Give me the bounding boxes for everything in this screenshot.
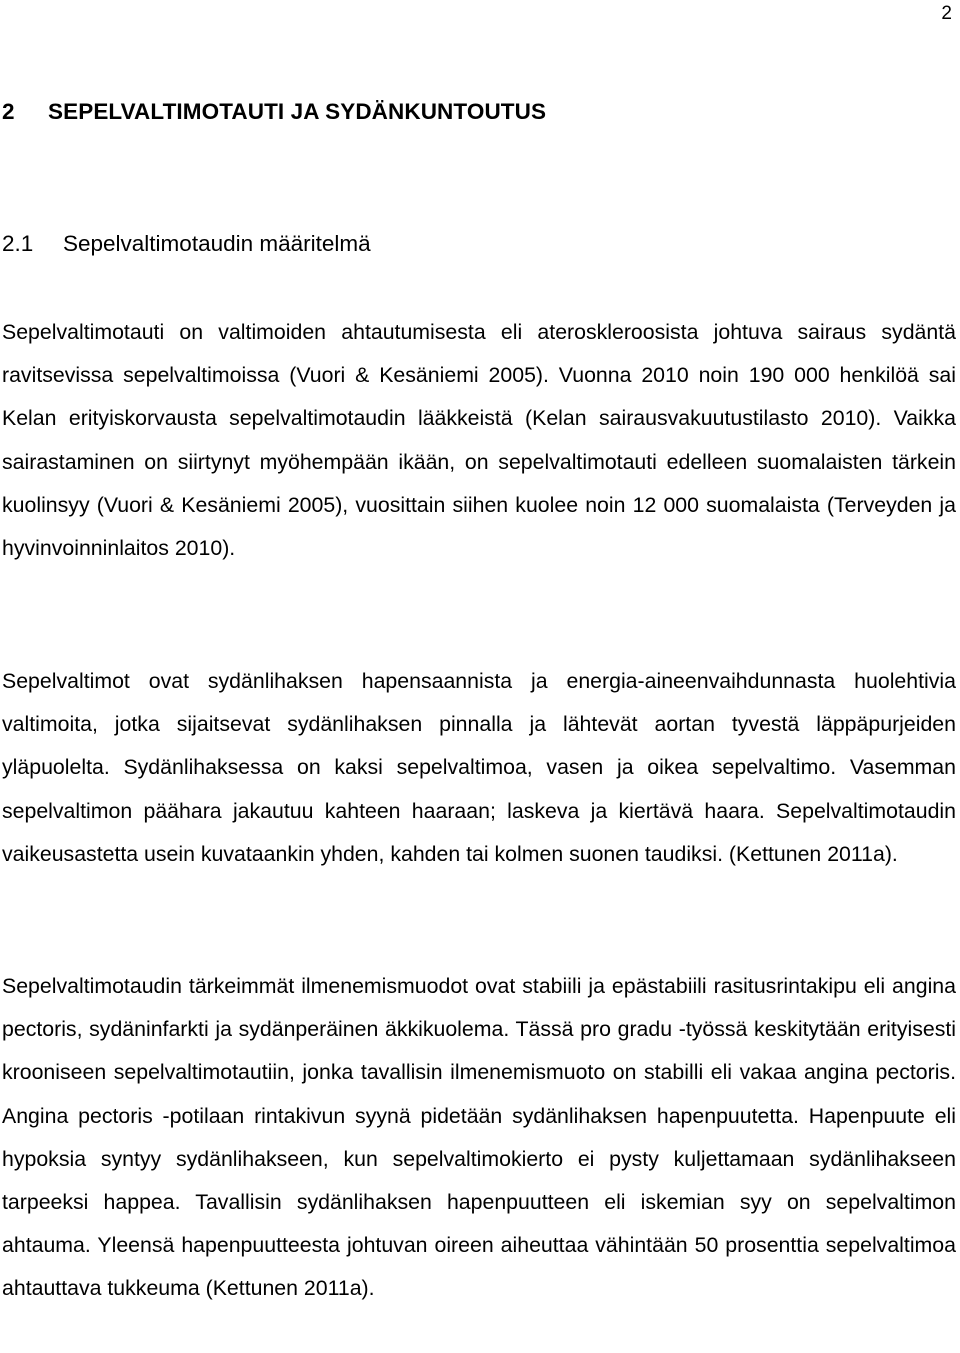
body-paragraph: Sepelvaltimotauti on valtimoiden ahtautumisesta eli ateroskleroosista johtuva sairaus sydäntä ravitsevissa sepelvaltimoissa (Vuori & Kesäniemi 2005). Vuonna 2010 noin 190 000 henkilöä sai Kelan erityiskorvausta sepelvaltimotaudin lääkkeistä (Kelan sairausvakuutustilasto 2010). Vaikka sairastaminen on siirtynyt myöhempään ikään, on sepelvaltimotauti edelleen suomalaisten tärkein kuolinsyy (Vuori & Kesäniemi 2005), vuosittain siihen kuolee noin 12 000 suomalaista (Terveyden ja hyvinvoinninlaitos 2010). [2, 320, 956, 561]
body-paragraph: Sepelvaltimotaudin tärkeimmät ilmenemismuodot ovat stabiili ja epästabiili rasitusrintakipu eli angina pectoris, sydäninfarkti ja sydänperäinen äkkikuolema. Tässä pro gradu -työssä keskitytään erityisesti krooniseen sepelvaltimotautiin, jonka tavallisin ilmenemismuoto on stabilli eli vakaa angina pectoris. Angina pectoris -potilaan rintakivun syynä pidetään sydänlihaksen hapenpuutetta. Hapenpuute eli hypoksia syntyy sydänlihakseen, kun sepelvaltimokierto ei pysty kuljettamaan sydänlihakseen tarpeeksi happea. Tavallisin sydänlihaksen hapenpuutteen eli iskemian syy on sepelvaltimon ahtauma. Yleensä hapenpuutteesta johtuvan oireen aiheuttaa vähintään 50 prosenttia sepelvaltimoa ahtauttava tukkeuma (Kettunen 2011a). [2, 974, 956, 1301]
section-number: 2.1 [2, 231, 34, 256]
chapter-heading [2, 98, 546, 126]
chapter-title: SEPELVALTIMOTAUTI JA SYDÄNKUNTOUTUS [48, 99, 547, 124]
section-heading [2, 230, 371, 258]
body-paragraph: Sepelvaltimot ovat sydänlihaksen hapensaannista ja energia-aineenvaihdunnasta huolehtivia valtimoita, jotka sijaitsevat sydänlihaksen pinnalla ja lähtevät aortan tyvestä läppäpurjeiden yläpuolelta. Sydänlihaksessa on kaksi sepelvaltimoa, vasen ja oikea sepelvaltimo. Vasemman sepelvaltimon päähara jakautuu kahteen haaraan; laskeva ja kiertävä haara. Sepelvaltimotaudin vaikeusastetta usein kuvataankin yhden, kahden tai kolmen suonen taudiksi. (Kettunen 2011a). [2, 669, 956, 866]
page-number: 2 [941, 3, 952, 24]
chapter-number: 2 [2, 99, 15, 124]
section-title: Sepelvaltimotaudin määritelmä [63, 231, 371, 256]
